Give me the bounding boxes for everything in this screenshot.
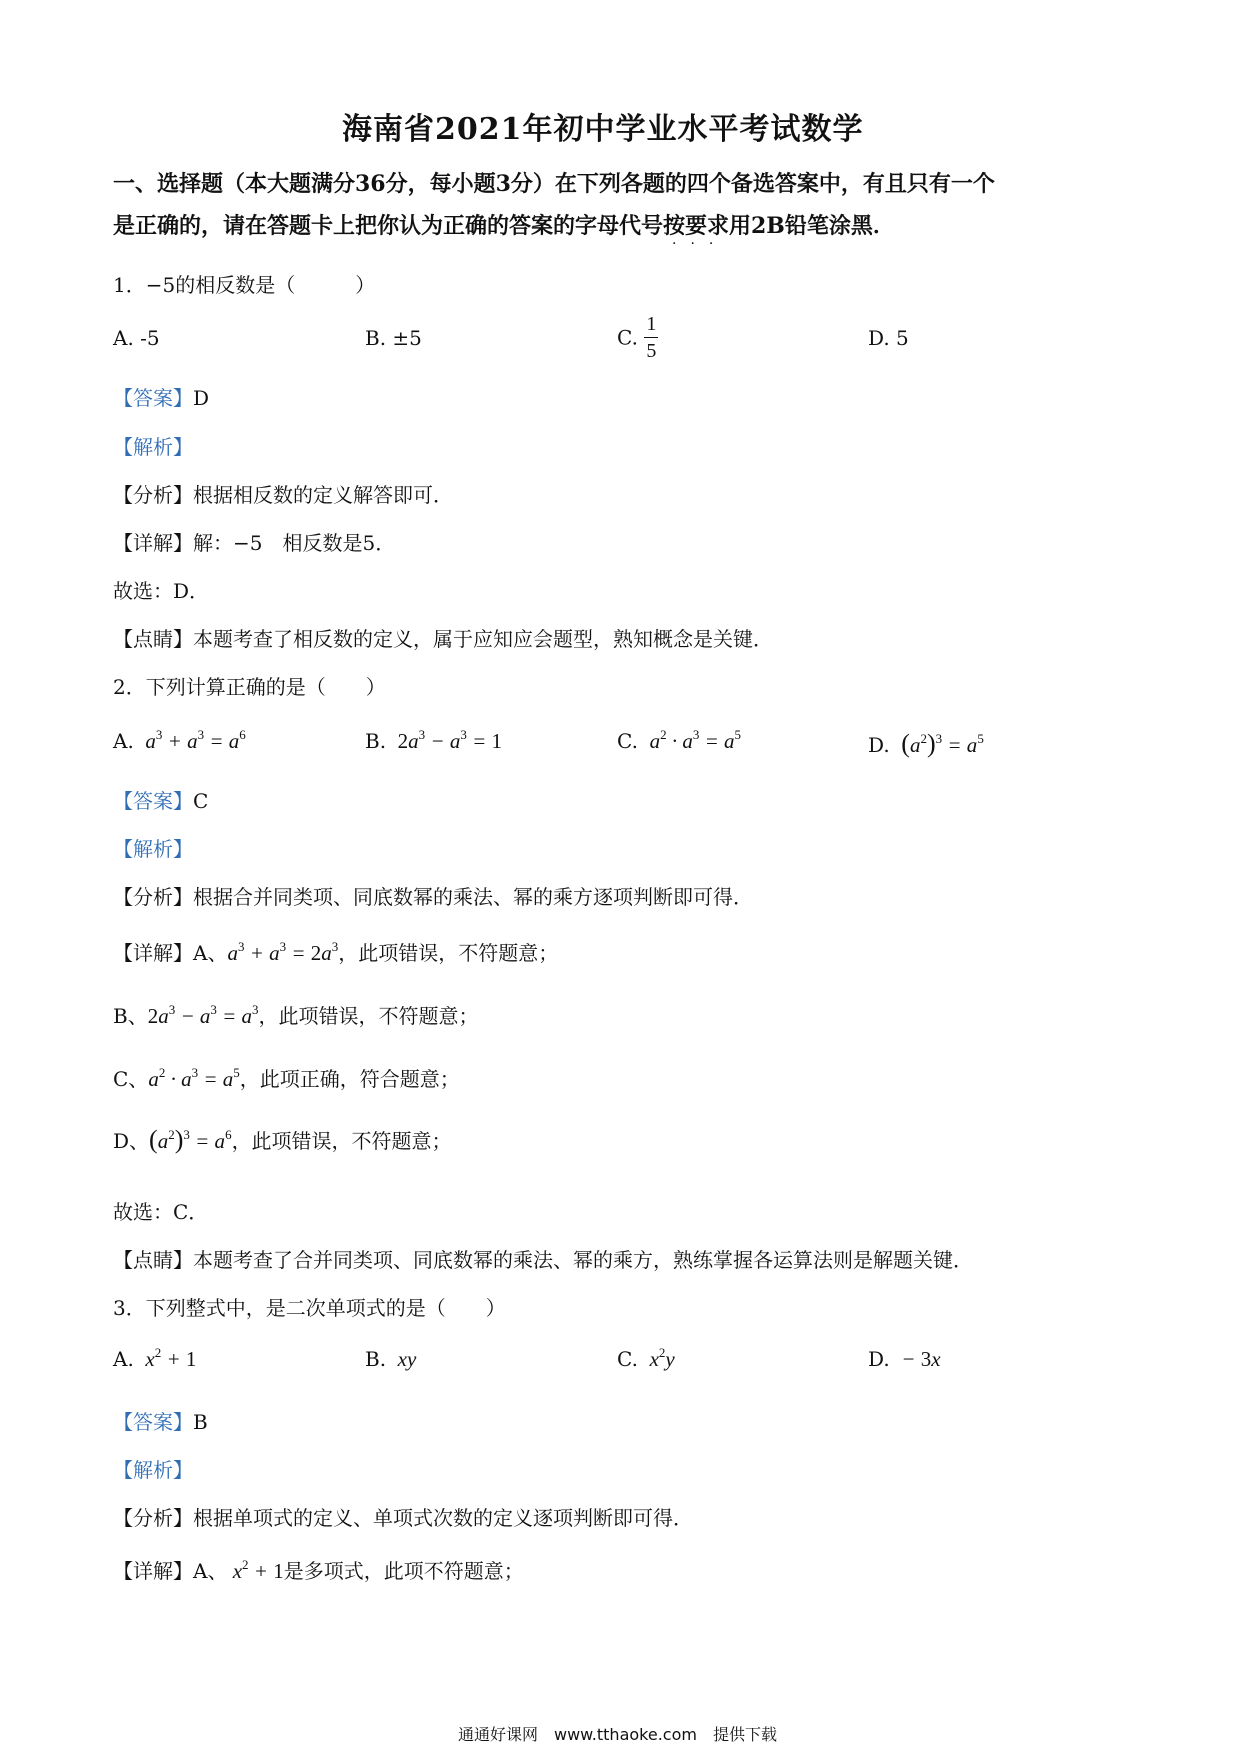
answer-label: 答案: [133, 1410, 173, 1434]
q2-answer-value: C: [193, 789, 209, 813]
q3-xiangjie-a: 【详解】A、 $x^2 + 1$是多项式，此项不符题意；: [113, 1557, 524, 1583]
xiangjie-label: 详解: [133, 1559, 173, 1583]
option-label: B.: [365, 1347, 387, 1371]
item-prefix: D、: [113, 1129, 150, 1153]
q2-option-c-formula: $a^2 \cdot a^3 = a^5$: [644, 727, 741, 753]
option-label: C.: [617, 729, 638, 753]
q2-option-d: [868, 729, 984, 759]
item-prefix: A、: [193, 941, 228, 965]
answer-label: 答案: [133, 789, 173, 813]
q3-fenxi: 【分析】根据单项式的定义、单项式次数的定义逐项判断即可得．: [113, 1506, 693, 1530]
q1-option-c: [617, 311, 658, 364]
q2-xiangjie-b-formula: $2a^3 - a^3 = a^3$: [147, 1002, 259, 1028]
jiexi-label: 解析: [133, 1458, 173, 1482]
jiexi-label: 解析: [133, 837, 173, 861]
q1-fenxi: 【分析】根据相反数的定义解答即可．: [113, 483, 453, 507]
option-label: D.: [868, 1347, 890, 1371]
q3-fenxi-text: 根据单项式的定义、单项式次数的定义逐项判断即可得．: [193, 1506, 693, 1530]
q1-option-c-label: C.: [617, 325, 638, 350]
q2-guxuan: 故选：C．: [113, 1200, 209, 1224]
q2-xiangjie-d: [113, 1125, 452, 1155]
dianjing-label: 点睛: [133, 627, 173, 651]
q2-xiangjie-a-formula: $a^3 + a^3 = 2a^3$: [227, 939, 339, 965]
q1-jiexi: 【解析】: [113, 435, 193, 459]
fenxi-label: 分析: [133, 885, 173, 909]
q1-answer: 【答案】D: [113, 386, 210, 410]
q3-jiexi: 【解析】: [113, 1458, 193, 1482]
q3-answer-value: B: [193, 1410, 208, 1434]
option-label: B.: [365, 729, 387, 753]
q2-option-a: [113, 729, 246, 754]
q2-xiangjie-b: [113, 1000, 479, 1029]
q1-option-b: B. ±5: [365, 326, 422, 350]
q2-option-a-formula: $a^3 + a^3 = a^6$: [140, 727, 246, 753]
q1-dianjing-text: 本题考查了相反数的定义，属于应知应会题型，熟知概念是关键．: [193, 627, 773, 651]
xiangjie-label: 详解: [133, 941, 173, 965]
item-prefix: C、: [113, 1067, 149, 1091]
option-label: C.: [617, 1347, 638, 1371]
q1-option-c-fraction: [644, 311, 658, 364]
q3-option-b: [365, 1347, 416, 1372]
q2-dianjing-text: 本题考查了合并同类项、同底数幂的乘法、幂的乘方，熟练掌握各运算法则是解题关键．: [193, 1248, 973, 1272]
xiangjie-label: 详解: [133, 531, 173, 555]
item-suffix: 是多项式，此项不符题意；: [283, 1559, 524, 1583]
dianjing-label: 点睛: [133, 1248, 173, 1272]
q3-option-d-formula: − 3x: [896, 1347, 941, 1371]
q1-option-d: D. 5: [868, 326, 909, 350]
q3-option-c-formula: $x^2y$: [644, 1345, 675, 1371]
q2-option-b: [365, 729, 502, 754]
q1-guxuan: 故选：D．: [113, 579, 210, 603]
option-label: A.: [113, 729, 134, 753]
fraction-denominator: 5: [646, 340, 657, 362]
q1-xiangjie-text: 解：−5 相反数是5．: [193, 531, 396, 555]
section-heading-line2: 是正确的，请在答题卡上把你认为正确的答案的字母代号按要求用2B铅笔涂黑．: [113, 213, 895, 239]
q1-answer-value: D: [193, 386, 210, 410]
fraction-numerator: 1: [644, 311, 658, 338]
option-label: D.: [868, 733, 890, 757]
jiexi-label: 解析: [133, 435, 173, 459]
item-suffix: ，此项正确，符合题意；: [239, 1067, 460, 1091]
q2-xiangjie-c-formula: $a^2 \cdot a^3 = a^5$: [148, 1065, 240, 1091]
q2-option-b-formula: $2a^3 - a^3 = 1$: [397, 727, 503, 753]
q1-xiangjie: 【详解】解：−5 相反数是5．: [113, 531, 396, 555]
q3-option-d: [868, 1347, 941, 1372]
answer-label: 答案: [133, 386, 173, 410]
q2-dianjing: 【点睛】本题考查了合并同类项、同底数幂的乘法、幂的乘方，熟练掌握各运算法则是解题关键．: [113, 1248, 973, 1272]
q2-option-c: [617, 729, 741, 754]
item-suffix: ，此项错误，不符题意；: [338, 941, 559, 965]
q2-stem: 2．下列计算正确的是（ ）: [113, 675, 386, 699]
q2-fenxi-text: 根据合并同类项、同底数幂的乘法、幂的乘方逐项判断即可得．: [193, 885, 753, 909]
item-prefix: B、: [113, 1004, 148, 1028]
section-heading-line1: 一、选择题（本大题满分36分，每小题3分）在下列各题的四个备选答案中，有且只有一个: [113, 171, 995, 197]
q2-xiangjie-d-formula: $(a^2)^3 = a^6$: [149, 1125, 232, 1154]
item-suffix: ，此项错误，不符题意；: [258, 1004, 479, 1028]
q3-xiangjie-a-formula: $x^2 + 1$: [227, 1557, 284, 1583]
q1-stem: 1．−5的相反数是（ ）: [113, 273, 376, 297]
q2-xiangjie-c: [113, 1063, 460, 1092]
q3-option-b-formula: xy: [392, 1347, 417, 1371]
page-title: 海南省2021年初中学业水平考试数学: [342, 112, 864, 147]
q1-dianjing: 【点睛】本题考查了相反数的定义，属于应知应会题型，熟知概念是关键．: [113, 627, 773, 651]
q1-fenxi-text: 根据相反数的定义解答即可．: [193, 483, 453, 507]
q3-stem: 3．下列整式中，是二次单项式的是（ ）: [113, 1296, 506, 1320]
q3-answer: 【答案】B: [113, 1410, 208, 1434]
q2-xiangjie-a: 【详解】A、$a^3 + a^3 = 2a^3$，此项错误，不符题意；: [113, 939, 559, 965]
fenxi-label: 分析: [133, 1506, 173, 1530]
q3-option-a: [113, 1347, 196, 1372]
q3-option-c: [617, 1347, 675, 1372]
q2-option-d-formula: $(a^2)^3 = a^5$: [901, 729, 984, 758]
item-prefix: A、: [193, 1559, 228, 1583]
q2-fenxi: 【分析】根据合并同类项、同底数幂的乘法、幂的乘方逐项判断即可得．: [113, 885, 753, 909]
emphasis-dots: ···: [672, 236, 728, 252]
page-footer: 通通好课网 www.tthaoke.com 提供下载: [458, 1725, 777, 1744]
q3-option-a-formula: $x^2 + 1$: [140, 1345, 197, 1371]
q2-jiexi: 【解析】: [113, 837, 193, 861]
fenxi-label: 分析: [133, 483, 173, 507]
item-suffix: ，此项错误，不符题意；: [231, 1129, 452, 1153]
q1-option-a: A. -5: [113, 326, 160, 350]
q2-answer: 【答案】C: [113, 789, 209, 813]
option-label: A.: [113, 1347, 134, 1371]
